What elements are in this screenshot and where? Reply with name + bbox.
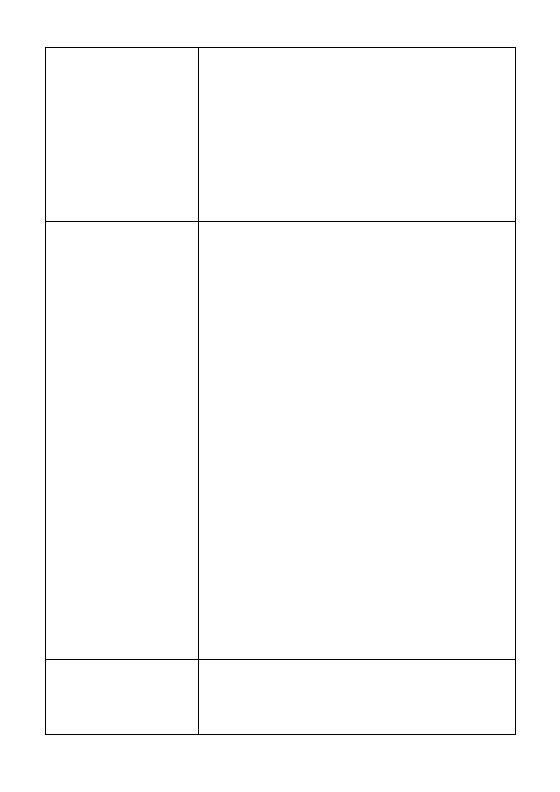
table-border-top — [45, 47, 516, 48]
column-divider — [198, 47, 199, 735]
row-divider-preisfonds — [45, 221, 516, 222]
table-border-right — [515, 47, 516, 735]
row-divider-startgeld — [45, 659, 516, 660]
table-border-bottom — [45, 734, 516, 735]
document-table — [45, 47, 516, 735]
table-border-left — [45, 47, 46, 735]
